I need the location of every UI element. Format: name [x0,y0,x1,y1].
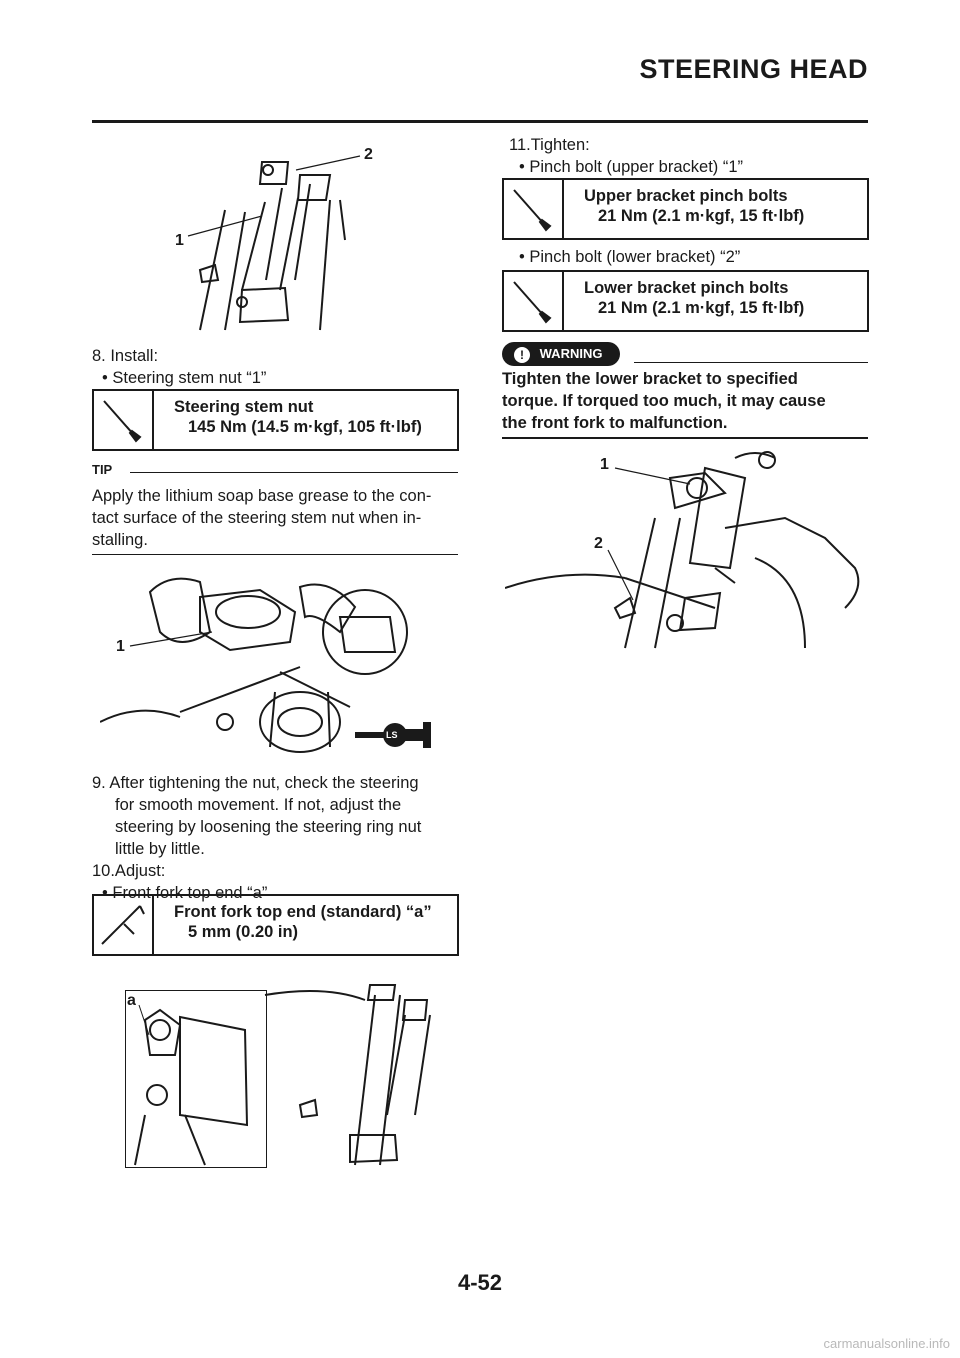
watermark: carmanualsonline.info [823,1336,950,1351]
figure4-leader-lines [0,440,960,640]
spec-stem-nut-value: 145 Nm (14.5 m·kgf, 105 ft·lbf) [188,418,422,436]
warning-line-1: Tighten the lower bracket to specified [502,370,798,388]
step8-bullet: • Steering stem nut “1” [102,369,267,387]
step9-line-1: 9. After tightening the nut, check the steering [92,774,419,792]
step9-line-2: for smooth movement. If not, adjust the [115,796,402,814]
spec-upper-value: 21 Nm (2.1 m·kgf, 15 ft·lbf) [598,207,805,225]
fork-top-end-figure [125,975,455,1175]
figure2-callout-1: 1 [116,638,125,655]
step11-bullet-2: • Pinch bolt (lower bracket) “2” [519,248,741,266]
spec-lower-value: 21 Nm (2.1 m·kgf, 15 ft·lbf) [598,299,805,317]
spec-fork-top-value: 5 mm (0.20 in) [188,923,299,941]
step8-heading: 8. Install: [92,347,159,365]
warning-label: WARNING [539,346,603,361]
warning-line-3: the front fork to malfunction. [502,414,728,432]
figure4-callout-2: 2 [594,535,603,552]
figure1-callout-1: 1 [175,232,184,249]
tip-label: TIP [92,462,113,477]
warning-badge [502,342,620,366]
torque-wrench-icon [504,272,564,330]
spec-box-fork-top [92,894,459,956]
step11-heading: 11.Tighten: [509,136,590,154]
tip-line-3: stalling. [92,531,148,549]
step10-bullet: • Front fork top end “a” [102,884,268,902]
step9-line-3: steering by loosening the steering ring nut [115,818,422,836]
spec-upper-label: Upper bracket pinch bolts [584,187,788,205]
warning-rule-bottom [502,437,868,439]
spec-box-lower-bracket [502,270,869,332]
tip-line-1: Apply the lithium soap base grease to the con- [92,487,432,505]
warning-line-2: torque. If torqued too much, it may cause [502,392,826,410]
page-title: STEERING HEAD [639,54,868,84]
warning-icon: ! [514,347,530,363]
spec-box-upper-bracket [502,178,869,240]
step9-line-4: little by little. [115,840,205,858]
step10-heading: 10.Adjust: [92,862,166,880]
figure3-callout-a: a [127,992,136,1009]
ls-grease-label: LS [386,730,398,740]
figure1-callout-2: 2 [364,146,373,163]
caliper-icon [94,896,154,954]
page-number: 4-52 [457,1270,503,1295]
step11-bullet-1: • Pinch bolt (upper bracket) “1” [519,158,744,176]
warning-rule-top [634,362,868,363]
spec-stem-nut-label: Steering stem nut [174,398,314,416]
torque-wrench-icon [504,180,564,238]
figure4-callout-1: 1 [600,456,609,473]
spec-fork-top-label: Front fork top end (standard) “a” [174,903,432,921]
tip-line-2: tact surface of the steering stem nut when in- [92,509,422,527]
spec-lower-label: Lower bracket pinch bolts [584,279,789,297]
